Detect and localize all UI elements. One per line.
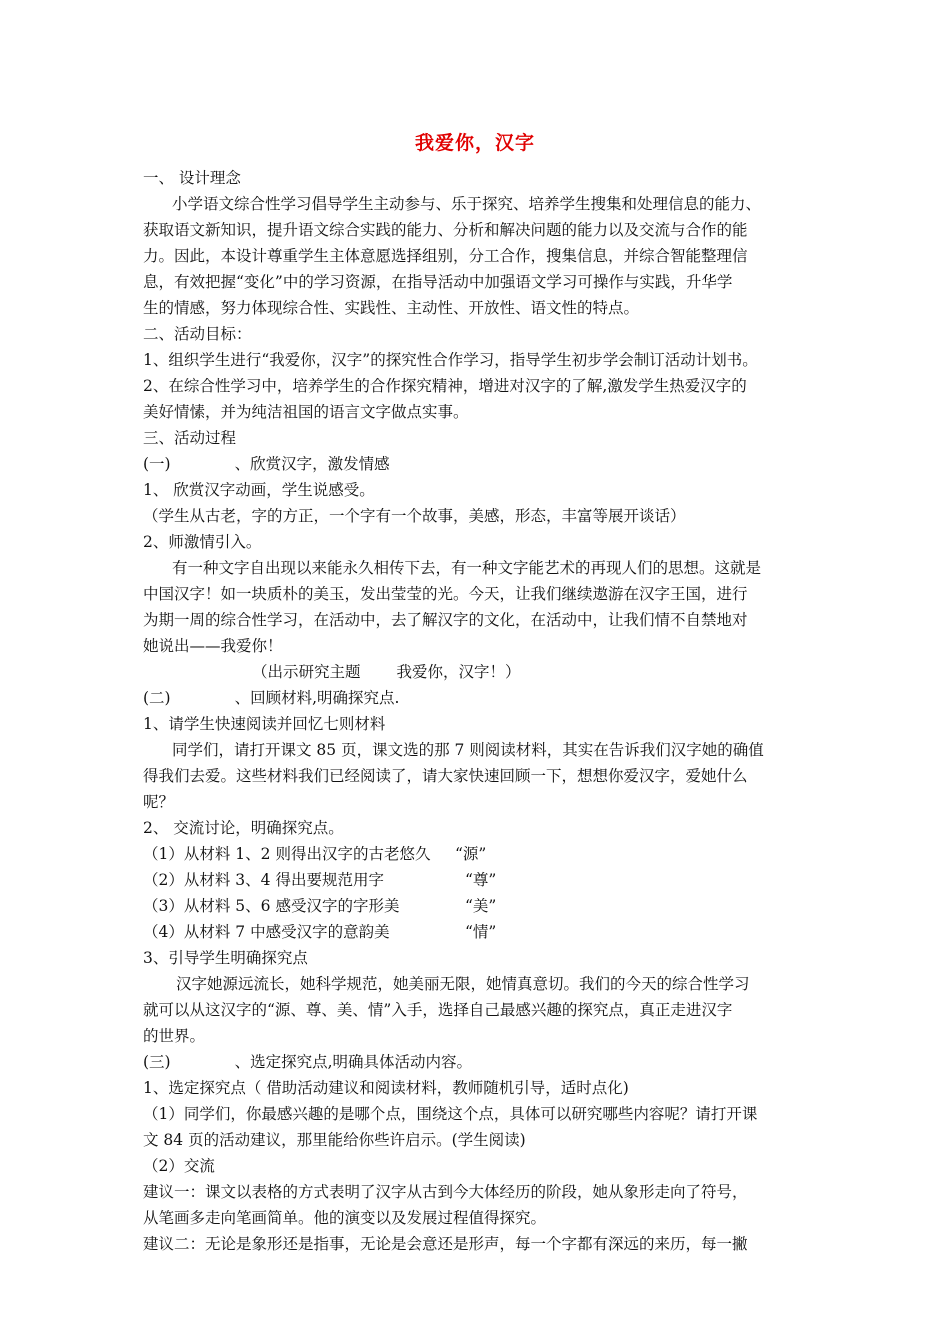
topic-value: 我爱你，汉字！） <box>396 663 521 681</box>
material-key: “尊” <box>465 871 497 889</box>
list-item: 1、选定探究点（ 借助活动建议和阅读材料，教师随机引导，适时点化) <box>143 1079 629 1097</box>
topic-label: （出示研究主题 <box>252 663 361 681</box>
step-title: 、选定探究点,明确具体活动内容。 <box>234 1053 473 1071</box>
paragraph-line: （2）交流 <box>143 1157 215 1175</box>
paragraph-line: 获取语文新知识，提升语文综合实践的能力、分析和解决问题的能力以及交流与合作的能 <box>143 221 748 239</box>
material-item <box>143 841 833 867</box>
document-title: 我爱你，汉字 <box>414 132 535 154</box>
paragraph-line: 汉字她源远流长，她科学规范，她美丽无限，她情真意切。我们的今天的综合性学习 <box>176 975 750 993</box>
paragraph-line: 生的情感，努力体现综合性、实践性、主动性、开放性、语文性的特点。 <box>143 299 640 317</box>
paragraph-line: 得我们去爱。这些材料我们已经阅读了，请大家快速回顾一下，想想你爱汉字，爱她什么 <box>143 767 748 785</box>
list-item: 3、引导学生明确探究点 <box>143 949 308 967</box>
paragraph-line: 力。因此，本设计尊重学生主体意愿选择组别，分工合作，搜集信息，并综合智能整理信 <box>143 247 748 265</box>
paragraph-line: （1）同学们，你最感兴趣的是哪个点，围绕这个点，具体可以研究哪些内容呢？请打开课 <box>143 1105 758 1123</box>
step-heading <box>143 685 833 711</box>
paragraph-line: 有一种文字自出现以来能永久相传下去，有一种文字能艺术的再现人们的思想。这就是 <box>172 559 762 577</box>
list-item: 1、请学生快速阅读并回忆七则材料 <box>143 715 386 733</box>
material-key: “源” <box>455 845 487 863</box>
note-line: （学生从古老，字的方正，一个字有一个故事，美感，形态，丰富等展开谈话） <box>143 507 686 525</box>
step-title: 、欣赏汉字，激发情感 <box>234 455 390 473</box>
material-key: “美” <box>465 897 497 915</box>
section-heading: 一、 设计理念 <box>143 169 241 187</box>
material-item <box>143 867 833 893</box>
step-number: (一) <box>143 455 171 473</box>
paragraph-line: 的世界。 <box>143 1027 206 1045</box>
suggestion-line: 建议一：课文以表格的方式表明了汉字从古到今大体经历的阶段，她从象形走向了符号， <box>143 1183 748 1201</box>
material-text: （1）从材料 1、2 则得出汉字的古老悠久 <box>143 845 431 863</box>
paragraph-line: 呢？ <box>143 793 175 811</box>
step-heading <box>143 451 833 477</box>
suggestion-line: 建议二：无论是象形还是指事，无论是会意还是形声，每一个字都有深远的来历，每一撇 <box>143 1235 748 1253</box>
topic-display <box>252 659 942 685</box>
list-item: 2、师激情引入。 <box>143 533 262 551</box>
goal-item: 1、组织学生进行“我爱你，汉字”的探究性合作学习，指导学生初步学会制订活动计划书。 <box>143 351 758 369</box>
goal-item-continued: 美好情愫，并为纯洁祖国的语言文字做点实事。 <box>143 403 469 421</box>
goal-item: 2、在综合性学习中，培养学生的合作探究精神，增进对汉字的了解,激发学生热爱汉字的 <box>143 377 747 395</box>
section-heading: 三、活动过程 <box>143 429 237 447</box>
list-item: 1、 欣赏汉字动画，学生说感受。 <box>143 481 375 499</box>
section-heading: 二、活动目标： <box>143 325 252 343</box>
material-text: （4）从材料 7 中感受汉字的意韵美 <box>143 923 390 941</box>
step-heading <box>143 1049 833 1075</box>
paragraph-line: 同学们，请打开课文 85 页，课文选的那 7 则阅读材料，其实在告诉我们汉字她的确值 <box>172 741 764 759</box>
material-item <box>143 919 833 945</box>
step-number: (三) <box>143 1053 171 1071</box>
paragraph-line: 她说出——我爱你！ <box>143 637 283 655</box>
step-title: 、回顾材料,明确探究点. <box>234 689 400 707</box>
suggestion-line: 从笔画多走向笔画简单。他的演变以及发展过程值得探究。 <box>143 1209 547 1227</box>
list-item: 2、 交流讨论，明确探究点。 <box>143 819 344 837</box>
paragraph-line: 为期一周的综合性学习，在活动中，去了解汉字的文化，在活动中，让我们情不自禁地对 <box>143 611 748 629</box>
material-item <box>143 893 833 919</box>
paragraph-line: 小学语文综合性学习倡导学生主动参与、乐于探究、培养学生搜集和处理信息的能力、 <box>172 195 762 213</box>
material-text: （2）从材料 3、4 得出要规范用字 <box>143 871 384 889</box>
step-number: (二) <box>143 689 171 707</box>
paragraph-line: 息，有效把握“变化”中的学习资源，在指导活动中加强语文学习可操作与实践，升华学 <box>143 273 733 291</box>
material-text: （3）从材料 5、6 感受汉字的字形美 <box>143 897 400 915</box>
paragraph-line: 文 84 页的活动建议，那里能给你些许启示。(学生阅读) <box>143 1131 526 1149</box>
paragraph-line: 就可以从这汉字的“源、尊、美、情”入手，选择自己最感兴趣的探究点，真正走进汉字 <box>143 1001 733 1019</box>
paragraph-line: 中国汉字！如一块质朴的美玉，发出莹莹的光。今天，让我们继续遨游在汉字王国，进行 <box>143 585 748 603</box>
material-key: “情” <box>465 923 497 941</box>
